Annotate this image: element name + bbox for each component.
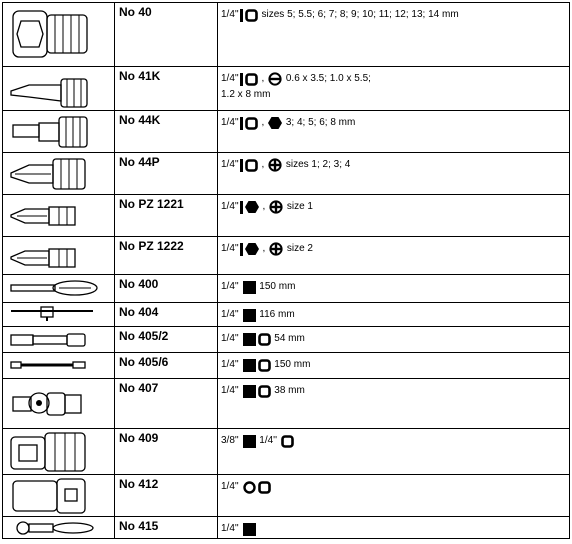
model-number: No 44P (115, 153, 218, 195)
hex-tip-symbol (245, 200, 259, 214)
hex-bit-socket-icon (3, 111, 115, 153)
model-number: No 40 (115, 3, 218, 67)
spec-description (218, 517, 570, 539)
spec-line (221, 115, 569, 131)
adaptor-icon (3, 429, 115, 475)
spec-description (218, 475, 570, 517)
hollow-square-drive-symbol (245, 73, 258, 86)
spec-text: 0.6 x 3.5; 1.0 x 5.5; (283, 73, 371, 84)
cross-tip-symbol (268, 158, 282, 172)
spec-text: 1.2 x 8 mm (221, 89, 271, 100)
spec-text: 116 mm (256, 309, 295, 320)
hollow-square-drive-symbol (258, 359, 271, 372)
spec-line (221, 433, 569, 449)
spec-text: 3; 4; 5; 6; 8 mm (283, 117, 356, 128)
spec-description (218, 429, 570, 475)
table-row (3, 3, 570, 67)
spec-line (221, 241, 569, 257)
universal-joint-icon (3, 379, 115, 429)
solid-square-drive-symbol (243, 309, 256, 322)
spec-line (221, 7, 569, 23)
table-row (3, 517, 570, 539)
spec-text: 1/4'' (221, 9, 239, 20)
solid-square-drive-symbol (243, 333, 256, 346)
tool-spec-table (2, 2, 570, 539)
spec-text: size 1 (284, 201, 313, 212)
spec-line (221, 383, 569, 399)
shank-bar-symbol (240, 243, 243, 256)
model-number: No 409 (115, 429, 218, 475)
spec-text: 1/4'' (221, 359, 242, 370)
spec-text: 1/4'' (221, 73, 239, 84)
pozidriv-bit-icon (3, 195, 115, 237)
table-row (3, 275, 570, 303)
spec-line (221, 279, 569, 295)
spec-text: 54 mm (271, 333, 305, 344)
slotted-bit-socket-icon (3, 67, 115, 111)
socket-icon (3, 3, 115, 67)
model-number: No 404 (115, 303, 218, 327)
table-row (3, 475, 570, 517)
model-number: No 400 (115, 275, 218, 303)
shank-bar-symbol (240, 117, 243, 130)
round-drive-symbol (243, 481, 256, 494)
model-number: No 41K (115, 67, 218, 111)
cross-tip-symbol (269, 200, 283, 214)
spec-text: 1/4'' (221, 333, 242, 344)
table-row (3, 111, 570, 153)
spec-text: 1/4'' (221, 159, 239, 170)
hollow-square-drive-symbol (258, 481, 271, 494)
table-row (3, 153, 570, 195)
hex-tip-symbol (268, 116, 282, 130)
spec-text: 1/4'' (221, 117, 239, 128)
spec-line (221, 331, 569, 347)
spec-line (221, 199, 569, 215)
spinner-handle-icon (3, 275, 115, 303)
spec-line (221, 87, 569, 103)
table-row (3, 195, 570, 237)
spec-description (218, 237, 570, 275)
table-row (3, 353, 570, 379)
table-row (3, 379, 570, 429)
shank-bar-symbol (240, 159, 243, 172)
hollow-square-drive-symbol (245, 159, 258, 172)
solid-square-drive-symbol (243, 281, 256, 294)
solid-square-drive-symbol (243, 523, 256, 536)
model-number: No PZ 1222 (115, 237, 218, 275)
spec-text: , (259, 201, 269, 212)
spec-text: 1/4'' (256, 435, 280, 446)
table-row (3, 429, 570, 475)
shank-bar-symbol (240, 201, 243, 214)
spec-text: , (258, 159, 268, 170)
cross-tip-symbol (269, 242, 283, 256)
spec-description (218, 67, 570, 111)
solid-square-drive-symbol (243, 359, 256, 372)
spec-description (218, 327, 570, 353)
table-row (3, 67, 570, 111)
spec-text: 1/4'' (221, 481, 242, 492)
pozidriv-bit-icon (3, 237, 115, 275)
spec-text: size 2 (284, 243, 313, 254)
spec-line (221, 521, 569, 537)
model-number: No 412 (115, 475, 218, 517)
hollow-square-drive-symbol (245, 117, 258, 130)
hollow-square-drive-symbol (245, 9, 258, 22)
spec-text: 1/4'' (221, 201, 239, 212)
phillips-bit-socket-icon (3, 153, 115, 195)
spec-description (218, 353, 570, 379)
hollow-square-drive-symbol (258, 385, 271, 398)
spec-description (218, 153, 570, 195)
model-number: No 415 (115, 517, 218, 539)
shank-bar-symbol (240, 9, 243, 22)
table-row (3, 327, 570, 353)
spec-text: 1/4'' (221, 309, 242, 320)
spec-description (218, 303, 570, 327)
long-extension-icon (3, 353, 115, 379)
spec-text: 1/4'' (221, 523, 242, 534)
model-number: No 407 (115, 379, 218, 429)
spec-description (218, 111, 570, 153)
spec-line (221, 307, 569, 323)
solid-square-drive-symbol (243, 435, 256, 448)
spec-text: 150 mm (256, 281, 296, 292)
hex-tip-symbol (245, 242, 259, 256)
solid-square-drive-symbol (243, 385, 256, 398)
spec-text: 38 mm (271, 385, 305, 396)
spec-text: 150 mm (271, 359, 311, 370)
model-number: No 44K (115, 111, 218, 153)
spec-text: 1/4'' (221, 385, 242, 396)
spec-description (218, 275, 570, 303)
spec-text: 1/4'' (221, 243, 239, 254)
spec-description (218, 3, 570, 67)
spec-text: , (258, 73, 268, 84)
spec-text: , (259, 243, 269, 254)
spec-text: 3/8'' (221, 435, 242, 446)
spec-text: , (258, 117, 268, 128)
shank-bar-symbol (240, 73, 243, 86)
table-row (3, 237, 570, 275)
spec-description (218, 379, 570, 429)
spec-text: sizes 5; 5.5; 6; 7; 8; 9; 10; 11; 12; 13; 14 mm (258, 9, 459, 20)
spec-line (221, 479, 569, 495)
hollow-square-drive-symbol (281, 435, 294, 448)
t-bar-icon (3, 303, 115, 327)
hollow-square-drive-symbol (258, 333, 271, 346)
spec-text: sizes 1; 2; 3; 4 (283, 159, 351, 170)
table-row (3, 303, 570, 327)
ratchet-icon (3, 517, 115, 539)
slotted-tip-symbol (268, 72, 282, 86)
spec-line (221, 71, 569, 87)
spec-description (218, 195, 570, 237)
spec-line (221, 157, 569, 173)
model-number: No 405/2 (115, 327, 218, 353)
model-number: No 405/6 (115, 353, 218, 379)
model-number: No PZ 1221 (115, 195, 218, 237)
spec-text: 1/4'' (221, 281, 242, 292)
spec-line (221, 357, 569, 373)
bit-holder-icon (3, 475, 115, 517)
short-extension-icon (3, 327, 115, 353)
